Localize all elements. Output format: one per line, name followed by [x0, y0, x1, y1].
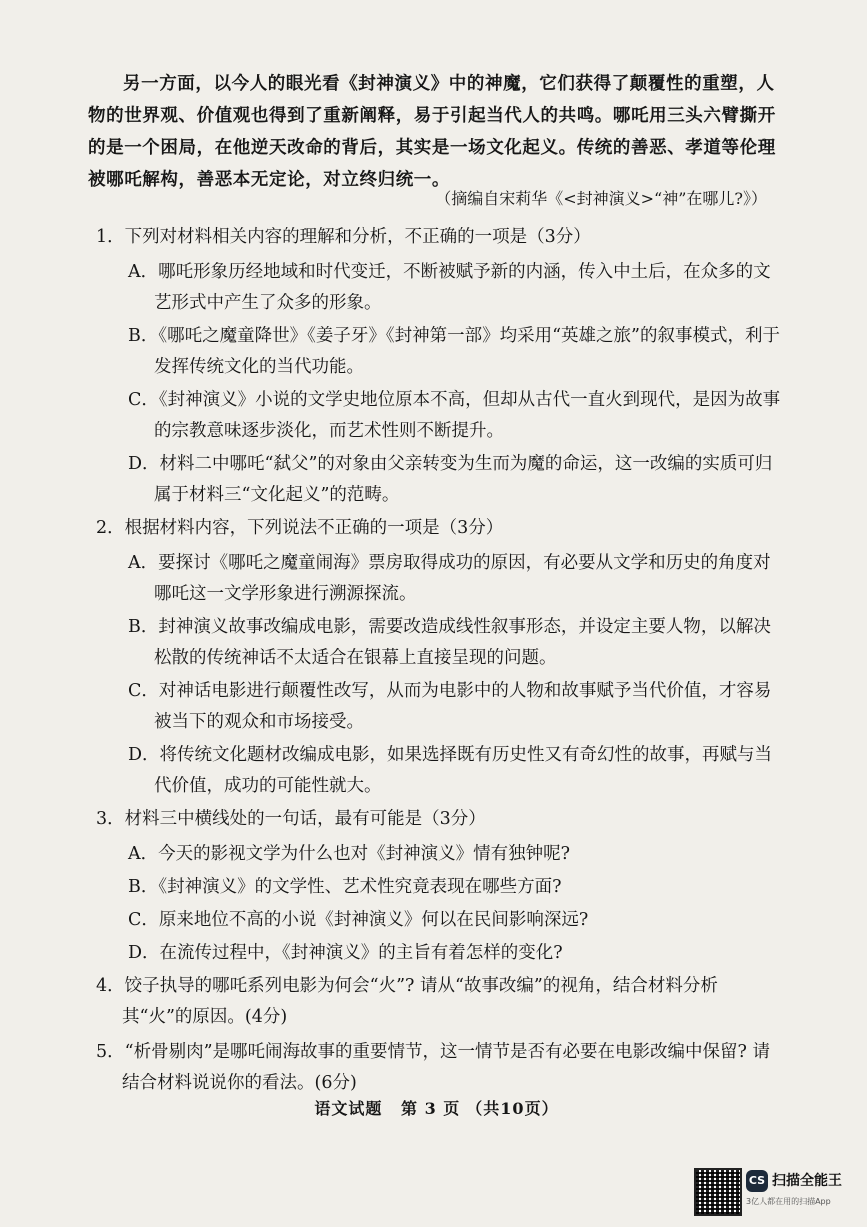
option-a: A．要探讨《哪吒之魔童闹海》票房取得成功的原因，有必要从文学和历史的角度对哪吒这一文学形象进行溯源探流。: [128, 553, 771, 604]
option-c: C．原来地位不高的小说《封神演义》何以在民间影响深远?: [128, 910, 589, 930]
option-d: D．在流传过程中，《封神演义》的主旨有着怎样的变化?: [128, 943, 563, 963]
footer-page-number: 第 3 页: [401, 1099, 461, 1118]
option-b: B．《封神演义》的文学性、艺术性究竟表现在哪些方面?: [128, 877, 562, 897]
qr-code-icon: [694, 1168, 742, 1216]
question-2: [96, 513, 784, 802]
option-b: B．《哪吒之魔童降世》《姜子牙》《封神第一部》均采用“英雄之旅”的叙事模式，利于发挥传统文化的当代功能。: [128, 326, 781, 377]
question-stem: 5．“析骨剔肉”是哪吒闹海故事的重要情节，这一情节是否有必要在电影改编中保留? 请结合材料说说你的看法。(6分): [96, 1042, 770, 1093]
option-c: C．对神话电影进行颠覆性改写，从而为电影中的人物和故事赋予当代价值，才容易被当下的观众和市场接受。: [128, 681, 772, 732]
source-citation: （摘编自宋莉华《<封神演义>“神”在哪儿?》）: [435, 189, 767, 208]
footer-total-pages: （共10页）: [466, 1099, 559, 1118]
scanner-watermark: [694, 1168, 854, 1218]
question-stem: 4．饺子执导的哪吒系列电影为何会“火”? 请从“故事改编”的视角，结合材料分析其“火”的原因。(4分): [96, 976, 718, 1027]
question-stem: 2．根据材料内容，下列说法不正确的一项是（3分）: [96, 518, 504, 538]
question-5: [96, 1037, 784, 1099]
option-b: B．封神演义故事改编成电影，需要改造成线性叙事形态，并设定主要人物，以解决松散的传统神话不太适合在银幕上直接呈现的问题。: [128, 617, 771, 668]
question-4: [96, 971, 784, 1033]
question-1: [96, 222, 784, 511]
option-d: D．将传统文化题材改编成电影，如果选择既有历史性又有奇幻性的故事，再赋与当代价值，成功的可能性就大。: [128, 745, 773, 796]
scanner-app-name: 扫描全能王: [772, 1173, 842, 1189]
option-a: A．今天的影视文学为什么也对《封神演义》情有独钟呢?: [128, 844, 571, 864]
scanner-tagline: 3亿人都在用的扫描App: [746, 1197, 831, 1206]
question-list: [96, 222, 784, 1103]
camscanner-logo-icon: CS: [746, 1170, 768, 1192]
option-c: C．《封神演义》小说的文学史地位原本不高，但却从古代一直火到现代，是因为故事的宗教意味逐步淡化，而艺术性则不断提升。: [128, 390, 781, 441]
intro-paragraph: 另一方面，以今人的眼光看《封神演义》中的神魔，它们获得了颠覆性的重塑，人物的世界观、价值观也得到了重新阐释，易于引起当代人的共鸣。哪吒用三头六臂撕开的是一个困局，在他逆天改命的背后，其实是一场文化起义。传统的善恶、孝道等伦理被哪吒解构，善恶本无定论，对立终归统一。: [88, 74, 776, 190]
question-stem: 3．材料三中横线处的一句话，最有可能是（3分）: [96, 809, 486, 829]
question-3: [96, 804, 784, 969]
footer-subject: 语文试题: [314, 1099, 383, 1118]
option-d: D．材料二中哪吒“弑父”的对象由父亲转变为生而为魔的命运，这一改编的实质可归属于材料三“文化起义”的范畴。: [128, 454, 773, 505]
option-a: A．哪吒形象历经地域和时代变迁，不断被赋予新的内涵，传入中土后，在众多的文艺形式中产生了众多的形象。: [128, 262, 771, 313]
question-stem: 1．下列对材料相关内容的理解和分析，不正确的一项是（3分）: [96, 227, 591, 247]
page-footer: [0, 1096, 867, 1119]
